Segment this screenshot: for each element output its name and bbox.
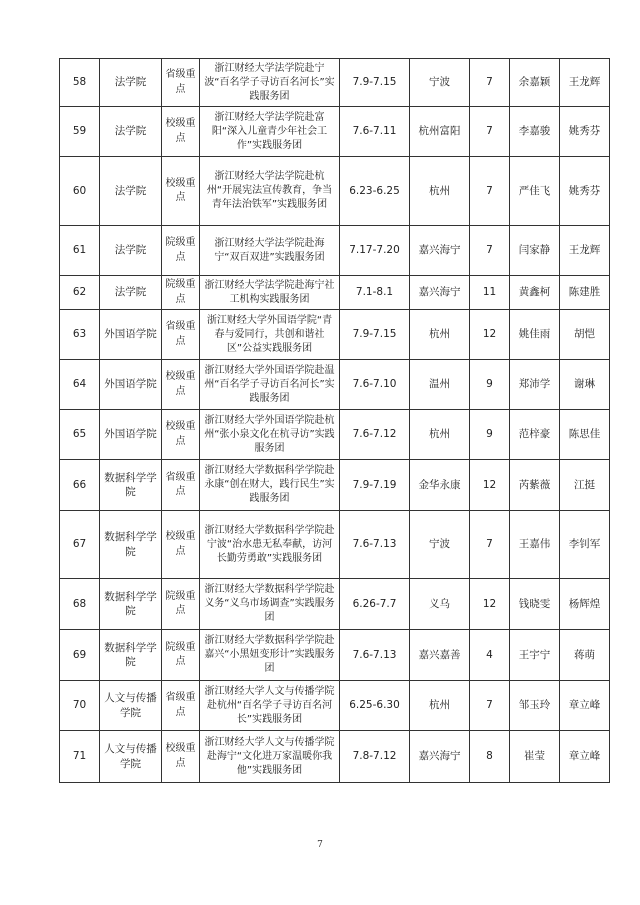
level-cell: 院级重点 xyxy=(162,276,200,310)
advisor-cell: 谢琳 xyxy=(560,360,610,410)
leader-cell: 崔莹 xyxy=(510,731,560,783)
project-name-cell: 浙江财经大学外国语学院赴杭州“张小泉文化在杭寻访”实践服务团 xyxy=(200,410,340,460)
row-number: 65 xyxy=(60,410,100,460)
place-cell: 嘉兴海宁 xyxy=(410,276,470,310)
row-number: 69 xyxy=(60,630,100,681)
row-number: 61 xyxy=(60,226,100,276)
leader-cell: 李嘉骏 xyxy=(510,107,560,157)
level-cell: 校级重点 xyxy=(162,157,200,226)
leader-cell: 钱晓雯 xyxy=(510,579,560,630)
row-number: 66 xyxy=(60,460,100,511)
dates-cell: 7.6-7.13 xyxy=(340,630,410,681)
project-name-cell: 浙江财经大学数据科学学院赴义务“义乌市场调查”实践服务团 xyxy=(200,579,340,630)
dates-cell: 6.23-6.25 xyxy=(340,157,410,226)
table-row xyxy=(60,226,610,276)
row-number: 63 xyxy=(60,310,100,360)
table-row xyxy=(60,157,610,226)
projects-table xyxy=(59,58,610,783)
dates-cell: 7.6-7.11 xyxy=(340,107,410,157)
place-cell: 温州 xyxy=(410,360,470,410)
row-number: 70 xyxy=(60,681,100,731)
project-name-cell: 浙江财经大学人文与传播学院赴杭州“百名学子寻访百名河长”实践服务团 xyxy=(200,681,340,731)
level-cell: 校级重点 xyxy=(162,731,200,783)
advisor-cell: 姚秀芬 xyxy=(560,107,610,157)
advisor-cell: 章立峰 xyxy=(560,731,610,783)
row-number: 59 xyxy=(60,107,100,157)
place-cell: 杭州 xyxy=(410,410,470,460)
leader-cell: 王宇宁 xyxy=(510,630,560,681)
dates-cell: 6.25-6.30 xyxy=(340,681,410,731)
place-cell: 杭州 xyxy=(410,310,470,360)
project-name-cell: 浙江财经大学法学院赴杭州“开展宪法宣传教育，争当青年法治铁军”实践服务团 xyxy=(200,157,340,226)
dates-cell: 6.26-7.7 xyxy=(340,579,410,630)
table-row xyxy=(60,579,610,630)
dates-cell: 7.6-7.12 xyxy=(340,410,410,460)
level-cell: 院级重点 xyxy=(162,579,200,630)
members-cell: 7 xyxy=(470,681,510,731)
members-cell: 7 xyxy=(470,59,510,107)
leader-cell: 范梓豪 xyxy=(510,410,560,460)
row-number: 64 xyxy=(60,360,100,410)
table-row xyxy=(60,276,610,310)
advisor-cell: 胡恺 xyxy=(560,310,610,360)
row-number: 58 xyxy=(60,59,100,107)
leader-cell: 姚佳雨 xyxy=(510,310,560,360)
place-cell: 杭州 xyxy=(410,681,470,731)
advisor-cell: 江挺 xyxy=(560,460,610,511)
row-number: 71 xyxy=(60,731,100,783)
members-cell: 11 xyxy=(470,276,510,310)
table-row xyxy=(60,460,610,511)
leader-cell: 闫家静 xyxy=(510,226,560,276)
leader-cell: 王嘉伟 xyxy=(510,511,560,579)
college-cell: 法学院 xyxy=(100,157,162,226)
leader-cell: 邹玉玲 xyxy=(510,681,560,731)
page-number: 7 xyxy=(317,840,323,850)
project-name-cell: 浙江财经大学外国语学院赴温州“百名学子寻访百名河长”实践服务团 xyxy=(200,360,340,410)
table-row xyxy=(60,630,610,681)
project-name-cell: 浙江财经大学外国语学院“青春与爱同行，共创和谐社区”公益实践服务团 xyxy=(200,310,340,360)
project-name-cell: 浙江财经大学数据科学学院赴宁波“治水患无私奉献，访河长勤劳勇敢”实践服务团 xyxy=(200,511,340,579)
college-cell: 人文与传播学院 xyxy=(100,731,162,783)
advisor-cell: 陈思佳 xyxy=(560,410,610,460)
project-name-cell: 浙江财经大学法学院赴海宁社工机构实践服务团 xyxy=(200,276,340,310)
place-cell: 嘉兴嘉善 xyxy=(410,630,470,681)
level-cell: 省级重点 xyxy=(162,310,200,360)
college-cell: 外国语学院 xyxy=(100,360,162,410)
advisor-cell: 王龙辉 xyxy=(560,226,610,276)
level-cell: 省级重点 xyxy=(162,59,200,107)
dates-cell: 7.8-7.12 xyxy=(340,731,410,783)
advisor-cell: 蒋萌 xyxy=(560,630,610,681)
college-cell: 外国语学院 xyxy=(100,410,162,460)
college-cell: 法学院 xyxy=(100,59,162,107)
place-cell: 宁波 xyxy=(410,511,470,579)
leader-cell: 郑沛学 xyxy=(510,360,560,410)
place-cell: 宁波 xyxy=(410,59,470,107)
row-number: 67 xyxy=(60,511,100,579)
leader-cell: 芮紫薇 xyxy=(510,460,560,511)
level-cell: 院级重点 xyxy=(162,630,200,681)
college-cell: 数据科学学院 xyxy=(100,511,162,579)
place-cell: 义乌 xyxy=(410,579,470,630)
college-cell: 人文与传播学院 xyxy=(100,681,162,731)
table-row xyxy=(60,310,610,360)
place-cell: 杭州 xyxy=(410,157,470,226)
members-cell: 7 xyxy=(470,157,510,226)
advisor-cell: 王龙辉 xyxy=(560,59,610,107)
table-row xyxy=(60,59,610,107)
level-cell: 省级重点 xyxy=(162,681,200,731)
members-cell: 9 xyxy=(470,410,510,460)
dates-cell: 7.9-7.19 xyxy=(340,460,410,511)
members-cell: 12 xyxy=(470,310,510,360)
advisor-cell: 杨辉煌 xyxy=(560,579,610,630)
members-cell: 9 xyxy=(470,360,510,410)
level-cell: 校级重点 xyxy=(162,410,200,460)
level-cell: 校级重点 xyxy=(162,511,200,579)
members-cell: 7 xyxy=(470,226,510,276)
leader-cell: 余嘉颖 xyxy=(510,59,560,107)
project-name-cell: 浙江财经大学法学院赴海宁“双百双进”实践服务团 xyxy=(200,226,340,276)
leader-cell: 严佳飞 xyxy=(510,157,560,226)
level-cell: 省级重点 xyxy=(162,460,200,511)
row-number: 62 xyxy=(60,276,100,310)
dates-cell: 7.9-7.15 xyxy=(340,59,410,107)
project-name-cell: 浙江财经大学法学院赴富阳“深入儿童青少年社会工作”实践服务团 xyxy=(200,107,340,157)
level-cell: 校级重点 xyxy=(162,107,200,157)
members-cell: 12 xyxy=(470,460,510,511)
advisor-cell: 章立峰 xyxy=(560,681,610,731)
table-row xyxy=(60,410,610,460)
level-cell: 院级重点 xyxy=(162,226,200,276)
place-cell: 嘉兴海宁 xyxy=(410,226,470,276)
row-number: 68 xyxy=(60,579,100,630)
table-row xyxy=(60,107,610,157)
table-row xyxy=(60,731,610,783)
project-name-cell: 浙江财经大学法学院赴宁波“百名学子寻访百名河长”实践服务团 xyxy=(200,59,340,107)
members-cell: 7 xyxy=(470,511,510,579)
members-cell: 8 xyxy=(470,731,510,783)
dates-cell: 7.17-7.20 xyxy=(340,226,410,276)
place-cell: 嘉兴海宁 xyxy=(410,731,470,783)
table-row xyxy=(60,360,610,410)
college-cell: 法学院 xyxy=(100,276,162,310)
dates-cell: 7.6-7.10 xyxy=(340,360,410,410)
college-cell: 外国语学院 xyxy=(100,310,162,360)
members-cell: 7 xyxy=(470,107,510,157)
members-cell: 4 xyxy=(470,630,510,681)
table-row xyxy=(60,681,610,731)
members-cell: 12 xyxy=(470,579,510,630)
college-cell: 法学院 xyxy=(100,107,162,157)
college-cell: 数据科学学院 xyxy=(100,579,162,630)
advisor-cell: 姚秀芬 xyxy=(560,157,610,226)
college-cell: 数据科学学院 xyxy=(100,460,162,511)
advisor-cell: 李钊军 xyxy=(560,511,610,579)
advisor-cell: 陈建胜 xyxy=(560,276,610,310)
leader-cell: 黄鑫柯 xyxy=(510,276,560,310)
dates-cell: 7.1-8.1 xyxy=(340,276,410,310)
project-name-cell: 浙江财经大学人文与传播学院赴海宁“文化进万家温暖你我他”实践服务团 xyxy=(200,731,340,783)
row-number: 60 xyxy=(60,157,100,226)
place-cell: 金华永康 xyxy=(410,460,470,511)
dates-cell: 7.6-7.13 xyxy=(340,511,410,579)
level-cell: 校级重点 xyxy=(162,360,200,410)
table-row xyxy=(60,511,610,579)
college-cell: 数据科学学院 xyxy=(100,630,162,681)
place-cell: 杭州富阳 xyxy=(410,107,470,157)
project-name-cell: 浙江财经大学数据科学学院赴永康“创在财大，践行民生”实践服务团 xyxy=(200,460,340,511)
dates-cell: 7.9-7.15 xyxy=(340,310,410,360)
college-cell: 法学院 xyxy=(100,226,162,276)
project-name-cell: 浙江财经大学数据科学学院赴嘉兴“小黑妞变形计”实践服务团 xyxy=(200,630,340,681)
